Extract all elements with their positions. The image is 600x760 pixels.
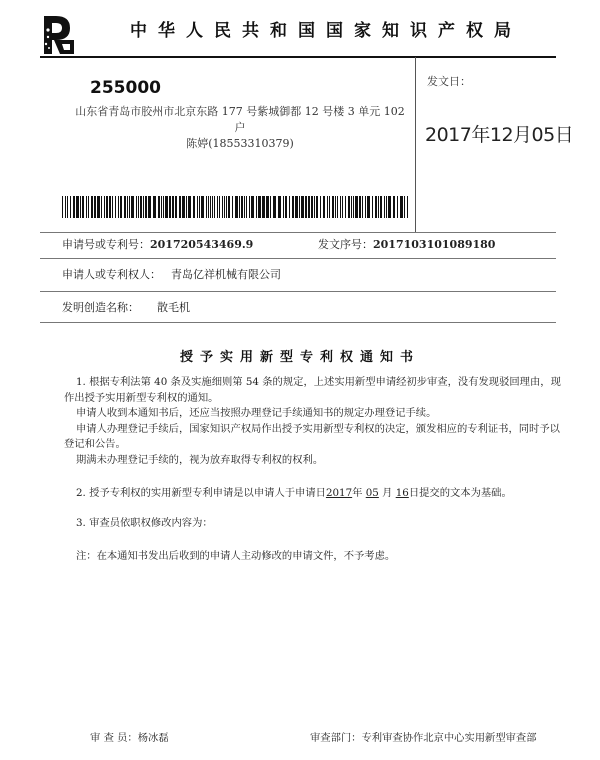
barcode-bar	[129, 196, 130, 218]
barcode-bar	[217, 196, 218, 218]
barcode-bar	[386, 196, 387, 218]
barcode-bar	[266, 196, 269, 218]
applicant-value: 青岛亿祥机械有限公司	[171, 268, 281, 281]
barcode-bar	[337, 196, 338, 218]
barcode-bar	[314, 196, 315, 218]
barcode-bar	[161, 196, 162, 218]
invention-label: 发明创造名称：	[62, 301, 139, 314]
serial-number-value: 2017103101089180	[373, 238, 496, 251]
application-number-value: 201720543469.9	[150, 238, 254, 251]
para-2-year: 2017	[325, 487, 353, 499]
para-2-prefix: 2. 授予专利权的实用新型专利申请是以申请人于申请日	[76, 487, 326, 499]
invention-name	[62, 299, 190, 315]
barcode-bar	[62, 196, 63, 218]
barcode-bar	[214, 196, 215, 218]
header-divider	[40, 56, 556, 58]
barcode-bar	[327, 196, 328, 218]
serial-number	[318, 236, 495, 252]
barcode-bar	[301, 196, 304, 218]
invention-value: 散毛机	[157, 301, 190, 314]
barcode-bar	[407, 196, 408, 218]
para-1d: 期满未办理登记手续的，视为放弃取得专利权的权利。	[76, 453, 324, 466]
application-number	[62, 236, 253, 252]
barcode-bar	[193, 196, 195, 218]
recipient-address-block	[70, 104, 410, 152]
barcode-bar	[262, 196, 265, 218]
barcode-bar	[65, 196, 66, 218]
send-date-value: 2017年12月05日	[425, 124, 574, 146]
barcode-bar	[115, 196, 116, 218]
barcode-bar	[138, 196, 139, 218]
barcode-bar	[235, 196, 238, 218]
barcode-bar	[210, 196, 211, 218]
barcode-bar	[348, 196, 350, 218]
divider	[40, 258, 556, 259]
barcode-bar	[104, 196, 105, 218]
notice-paragraph-1	[64, 375, 564, 468]
barcode-bar	[283, 196, 284, 218]
para-1b: 申请人收到本通知书后，还应当按照办理登记手续通知书的规定办理登记手续。	[76, 407, 437, 419]
patent-office-logo-icon	[40, 10, 76, 56]
barcode-bar	[393, 196, 395, 218]
divider	[40, 232, 556, 233]
barcode-bar	[76, 196, 79, 218]
barcode-bar	[94, 196, 96, 218]
barcode-bar	[88, 196, 89, 218]
para-3: 3. 审查员依职权修改内容为：	[76, 517, 213, 529]
barcode-bar	[91, 196, 93, 218]
barcode-bar	[249, 196, 250, 218]
barcode-bar	[378, 196, 379, 218]
department: 审查部门：专利审查协作北京中心实用新型审查部	[310, 732, 537, 744]
barcode-bar	[120, 196, 122, 218]
barcode-bar	[292, 196, 294, 218]
barcode-bar	[140, 196, 142, 218]
send-date-label: 发文日：	[427, 75, 471, 88]
barcode-bar	[285, 196, 287, 218]
barcode-bar	[82, 196, 84, 218]
barcode-bar	[206, 196, 207, 218]
divider	[40, 291, 556, 292]
barcode-bar	[106, 196, 108, 218]
barcode-bar	[158, 196, 160, 218]
notice-title: 授予实用新型专利权通知书	[179, 350, 420, 365]
barcode-bar	[305, 196, 307, 218]
barcode-bar	[239, 196, 240, 218]
barcode-bar	[404, 196, 405, 218]
applicant	[62, 266, 281, 282]
barcode-bar	[372, 196, 373, 218]
barcode-bar	[97, 196, 100, 218]
barcode-bar	[353, 196, 354, 218]
barcode-bar	[342, 196, 343, 218]
para-2-year-unit: 年	[352, 487, 363, 499]
barcode-bar	[169, 196, 171, 218]
barcode-bar	[201, 196, 204, 218]
notice-paragraph-2	[64, 486, 564, 502]
barcode-bar	[127, 196, 128, 218]
barcode-bar	[397, 196, 398, 218]
barcode-bar	[163, 196, 164, 218]
barcode-bar	[224, 196, 225, 218]
barcode-bar	[256, 196, 257, 218]
barcode-bar	[73, 196, 75, 218]
barcode-bar	[222, 196, 223, 218]
barcode-bar	[118, 196, 119, 218]
barcode-bar	[165, 196, 168, 218]
para-2-month: 05	[365, 487, 379, 499]
application-number-label: 申请号或专利号：	[62, 238, 150, 251]
barcode-bar	[179, 196, 181, 218]
applicant-label: 申请人或专利权人：	[62, 268, 161, 281]
barcode-bar	[365, 196, 366, 218]
barcode-bar	[145, 196, 147, 218]
barcode-bar	[86, 196, 87, 218]
barcode-bar	[273, 196, 276, 218]
barcode-bar	[299, 196, 300, 218]
barcode-bar	[320, 196, 321, 218]
barcode-bar	[182, 196, 185, 218]
divider	[40, 322, 556, 323]
barcode-bar	[212, 196, 213, 218]
examiner: 审 查 员：杨冰磊	[90, 732, 169, 744]
barcode-bar	[278, 196, 281, 218]
barcode-bar	[244, 196, 245, 218]
barcode-bar	[101, 196, 102, 218]
barcode-bar	[335, 196, 336, 218]
para-1: 1. 根据专利法第 40 条及实施细则第 54 条的规定，上述实用新型申请经初步审查，没有发现驳回理由，现作出授予实用新型专利权的通知。	[64, 376, 561, 404]
barcode-icon	[62, 196, 408, 218]
para-1c: 申请人办理登记手续后，国家知识产权局作出授予实用新型专利权的决定，颁发相应的专利证书，同时予以登记和公告。	[64, 422, 560, 450]
barcode-bar	[289, 196, 290, 218]
barcode-bar	[345, 196, 346, 218]
barcode-bar	[359, 196, 361, 218]
barcode-bar	[175, 196, 177, 218]
barcode-bar	[80, 196, 81, 218]
barcode-bar	[143, 196, 144, 218]
para-2-month-unit: 月	[382, 487, 393, 499]
barcode-bar	[148, 196, 151, 218]
barcode-bar	[340, 196, 341, 218]
barcode-bar	[388, 196, 391, 218]
note: 注：在本通知书发出后收到的申请人主动修改的申请文件，不予考虑。	[76, 550, 396, 562]
barcode-bar	[172, 196, 174, 218]
notice-note	[64, 549, 564, 565]
barcode-bar	[384, 196, 385, 218]
barcode-bar	[197, 196, 198, 218]
barcode-bar	[109, 196, 111, 218]
header-vertical-divider	[415, 57, 416, 232]
barcode-bar	[153, 196, 156, 218]
barcode-bar	[295, 196, 298, 218]
barcode-bar	[186, 196, 187, 218]
barcode-bar	[199, 196, 200, 218]
office-name: 中华人民共和国国家知识产权局	[130, 21, 522, 41]
barcode-bar	[131, 196, 134, 218]
notice-paragraph-3	[64, 516, 564, 532]
barcode-bar	[226, 196, 227, 218]
barcode-bar	[258, 196, 261, 218]
barcode-bar	[208, 196, 209, 218]
barcode-bar	[308, 196, 310, 218]
serial-number-label: 发文序号：	[318, 238, 373, 251]
barcode-bar	[241, 196, 243, 218]
barcode-bar	[316, 196, 318, 218]
recipient-name-phone: 陈婷(18553310379)	[186, 137, 294, 150]
barcode-bar	[219, 196, 220, 218]
barcode-bar	[323, 196, 325, 218]
barcode-bar	[70, 196, 71, 218]
barcode-bar	[375, 196, 377, 218]
barcode-bar	[124, 196, 126, 218]
barcode-bar	[367, 196, 370, 218]
barcode-bar	[270, 196, 271, 218]
barcode-bar	[188, 196, 191, 218]
recipient-address: 山东省青岛市胶州市北京东路 177 号紫城御都 12 号楼 3 单元 102 户	[75, 105, 405, 134]
barcode-bar	[400, 196, 403, 218]
postcode: 255000	[90, 78, 161, 98]
barcode-bar	[228, 196, 230, 218]
barcode-bar	[251, 196, 254, 218]
barcode-bar	[232, 196, 233, 218]
barcode-bar	[136, 196, 137, 218]
barcode-bar	[332, 196, 334, 218]
barcode-bar	[380, 196, 382, 218]
barcode-bar	[355, 196, 358, 218]
barcode-bar	[362, 196, 363, 218]
barcode-bar	[246, 196, 247, 218]
para-2-suffix: 日提交的文本为基础。	[408, 487, 512, 499]
para-2-day: 16	[395, 487, 409, 499]
barcode-bar	[311, 196, 313, 218]
barcode-bar	[329, 196, 330, 218]
barcode-bar	[67, 196, 68, 218]
barcode-bar	[351, 196, 352, 218]
barcode-bar	[112, 196, 113, 218]
